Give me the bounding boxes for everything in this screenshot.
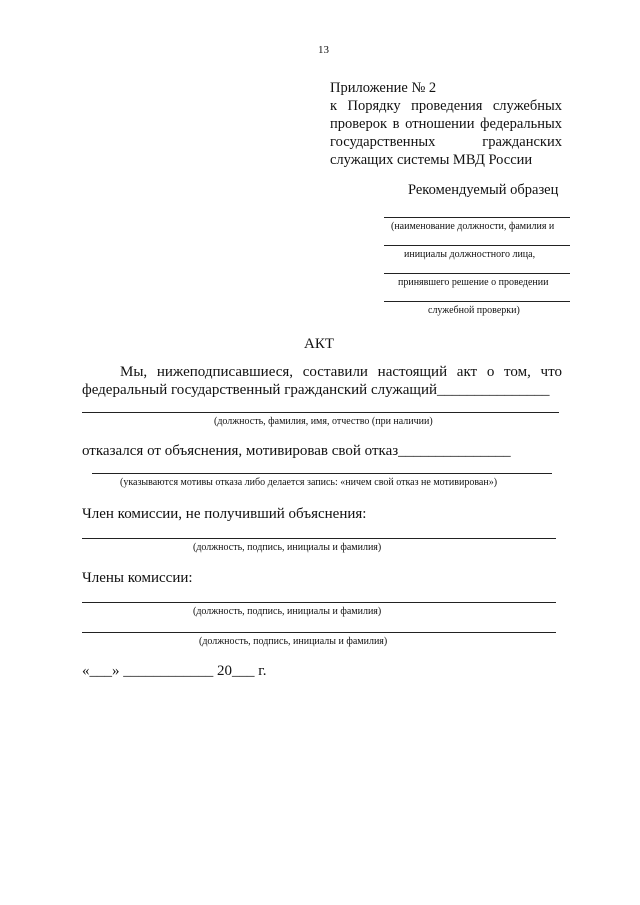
recommended-sample-label: Рекомендуемый образец [408,182,559,198]
commission-member-line [82,538,556,539]
addressee-line-2 [384,245,570,246]
appendix-line-2: проверок в отношении федеральных [330,116,562,132]
word: акт [456,364,478,380]
refused-line: отказался от объяснения, мотивировав свой отказ_______________ [82,443,511,459]
appendix-line-1: к Порядку проведения служебных [330,98,562,114]
commission-members-line-2 [82,632,556,633]
body-line-2: федеральный государственный гражданский служащий_______________ [82,382,550,398]
word: Мы, [120,364,148,380]
addressee-caption-2: инициалы должностного лица, [404,249,536,260]
word: настоящий [377,364,448,380]
date-line: «___» ____________ 20___ г. [82,663,267,679]
addressee-caption-3: принявшего решение о проведении [398,277,549,288]
appendix-title: Приложение № 2 [330,80,437,96]
addressee-caption-1: (наименование должности, фамилия и [391,221,555,232]
page-number: 13 [318,44,329,56]
addressee-line-3 [384,273,570,274]
commission-members-line-1 [82,602,556,603]
body-line-1 [120,364,562,381]
document-title: АКТ [304,336,334,352]
addressee-line-4 [384,301,570,302]
motives-line [92,473,552,474]
word: том, [504,364,531,380]
addressee-line-1 [384,217,570,218]
addressee-caption-4: служебной проверки) [428,305,520,316]
commission-member-caption: (должность, подпись, инициалы и фамилия) [193,542,382,553]
commission-members-caption-2: (должность, подпись, инициалы и фамилия) [199,636,388,647]
appendix-line-4: служащих системы МВД России [330,152,533,168]
employee-line [82,412,559,413]
motives-caption: (указываются мотивы отказа либо делается запись: «ничем свой отказ не мотивирован») [120,477,498,488]
employee-caption: (должность, фамилия, имя, отчество (при наличии) [214,416,433,427]
word: о [486,364,495,380]
word: составили [302,364,368,380]
commission-members-label: Члены комиссии: [82,570,193,586]
appendix-line-3: государственных гражданских [330,134,562,150]
commission-members-caption-1: (должность, подпись, инициалы и фамилия) [193,606,382,617]
word: что [540,364,562,380]
word: нижеподписавшиеся, [156,364,294,380]
commission-member-label: Член комиссии, не получивший объяснения: [82,506,367,522]
